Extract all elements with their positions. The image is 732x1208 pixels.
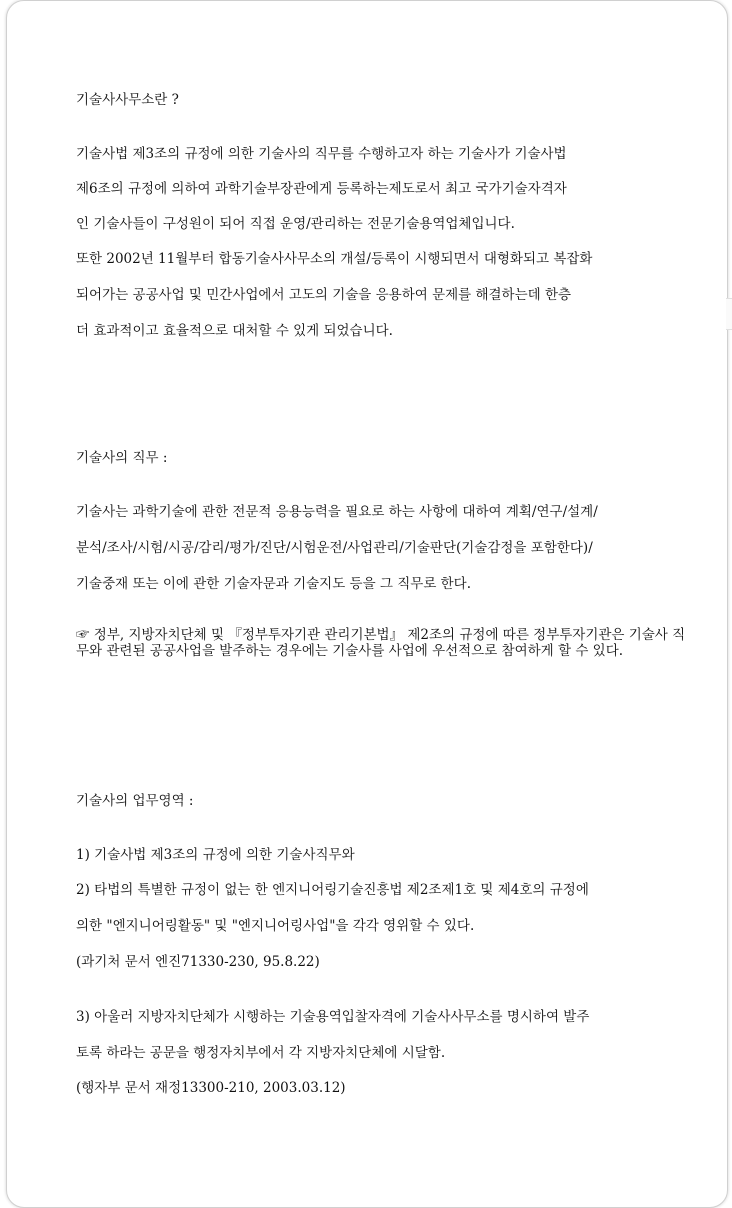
paragraph-line: 기술사는 과학기술에 관한 전문적 응용능력을 필요로 하는 사항에 대하여 계획/연구/설계/ <box>76 504 598 520</box>
list-item-continuation: 의한 "엔지니어링활동" 및 "엔지니어링사업"을 각각 영위할 수 있다. <box>76 918 475 934</box>
paragraph-line: 되어가는 공공사업 및 민간사업에서 고도의 기술을 응용하여 문제를 해결하는데 한층 <box>76 287 572 303</box>
paragraph-line: 또한 2002년 11월부터 합동기술사사무소의 개설/등록이 시행되면서 대형화되고 복잡화 <box>76 251 593 267</box>
side-tab <box>726 298 732 330</box>
list-item: 3) 아울러 지방자치단체가 시행하는 기술용역입찰자격에 기술사사무소를 명시하여 발주 <box>76 1009 590 1025</box>
paragraph-line: 제6조의 규정에 의하여 과학기술부장관에게 등록하는제도로서 최고 국가기술자격자 <box>76 181 567 197</box>
section-heading-scope: 기술사의 업무영역 : <box>76 793 194 809</box>
list-item: 2) 타법의 특별한 규정이 없는 한 엔지니어링기술진흥법 제2조제1호 및 제4호의 규정에 <box>76 882 589 898</box>
reference-text: (행자부 문서 재정13300-210, 2003.03.12) <box>76 1080 346 1096</box>
list-item-continuation: 토록 하라는 공문을 행정자치부에서 각 지방자치단체에 시달함. <box>76 1045 446 1061</box>
paragraph-line: 기술사법 제3조의 규정에 의한 기술사의 직무를 수행하고자 하는 기술사가 기술사법 <box>76 146 567 162</box>
paragraph-line: 인 기술사들이 구성원이 되어 직접 운영/관리하는 전문기술용역업체입니다. <box>76 216 515 232</box>
note-paragraph: ☞ 정부, 지방자치단체 및 『정부투자기관 관리기본법』 제2조의 규정에 따른 정부투자기관은 기술사 직무와 관련된 공공사업을 발주하는 경우에는 기술사를 사업에 우선적으로 참여하게 할 수 있다. <box>76 627 686 659</box>
list-item: 1) 기술사법 제3조의 규정에 의한 기술사직무와 <box>76 847 355 863</box>
reference-text: (과기처 문서 엔진71330-230, 95.8.22) <box>76 954 320 970</box>
paragraph-line: 기술중재 또는 이에 관한 기술자문과 기술지도 등을 그 직무로 한다. <box>76 576 472 592</box>
paragraph-line: 더 효과적이고 효율적으로 대처할 수 있게 되었습니다. <box>76 323 393 339</box>
section-heading-office: 기술사사무소란 ? <box>76 92 179 108</box>
section-heading-duties: 기술사의 직무 : <box>76 450 168 466</box>
paragraph-line: 분석/조사/시험/시공/감리/평가/진단/시험운전/사업관리/기술판단(기술감정을 포함한다)/ <box>76 540 593 556</box>
